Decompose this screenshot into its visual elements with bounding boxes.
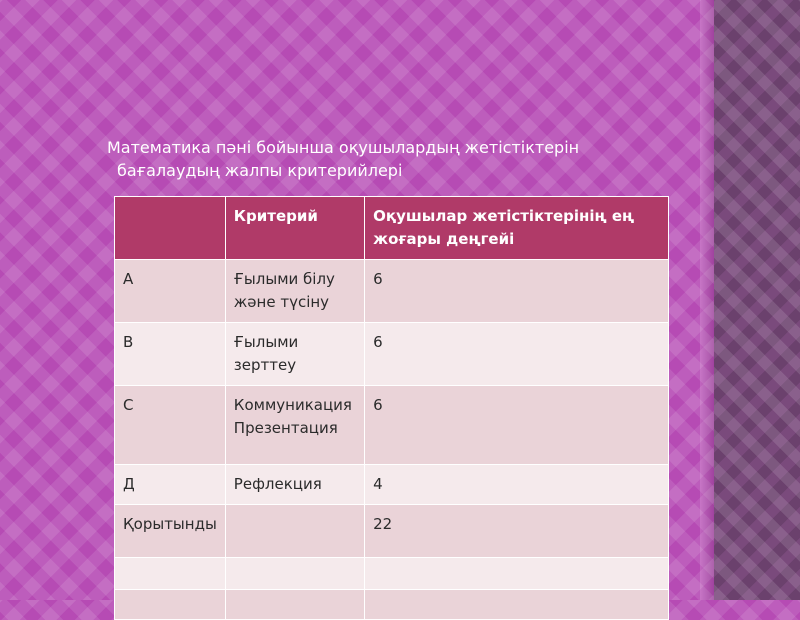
row-score-cell: 22: [365, 505, 669, 558]
row-code-cell: Д: [115, 465, 226, 505]
row-code-cell: [115, 590, 226, 620]
table-row-empty: [115, 558, 669, 590]
row-criterion-cell: Ғылыми зерттеу: [225, 323, 364, 386]
row-score-cell: 6: [365, 323, 669, 386]
header-cell-criterion: Критерий: [225, 197, 364, 260]
criteria-table: [114, 196, 669, 620]
header-cell-blank: [115, 197, 226, 260]
table-row: [115, 260, 669, 323]
decorative-side-strip: [714, 0, 800, 600]
row-criterion-cell: Рефлекция: [225, 465, 364, 505]
row-code-cell: [115, 558, 226, 590]
row-code-cell: B: [115, 323, 226, 386]
row-score-cell: 6: [365, 386, 669, 465]
row-criterion-cell: [225, 558, 364, 590]
title-line-2: бағалаудың жалпы критерийлері: [117, 161, 403, 180]
table-row: [115, 386, 669, 465]
row-code-cell: Қорытынды: [115, 505, 226, 558]
row-score-cell: 4: [365, 465, 669, 505]
row-score-cell: 6: [365, 260, 669, 323]
title-line-1: Математика пәні бойынша оқушылардың жетістіктерін: [107, 138, 580, 157]
table-row: [115, 465, 669, 505]
table-row-total: [115, 505, 669, 558]
row-score-cell: [365, 558, 669, 590]
side-strip-edge: [700, 0, 714, 600]
row-criterion-cell: [225, 505, 364, 558]
table-row-empty: [115, 590, 669, 620]
row-code-cell: C: [115, 386, 226, 465]
row-criterion-cell: [225, 590, 364, 620]
header-cell-max-level: Оқушылар жетістіктерінің ең жоғары деңгейі: [365, 197, 669, 260]
row-criterion-cell: Ғылыми білу және түсіну: [225, 260, 364, 323]
table-row: [115, 323, 669, 386]
row-code-cell: A: [115, 260, 226, 323]
slide-title: [107, 136, 667, 182]
table-header-row: [115, 197, 669, 260]
row-score-cell: [365, 590, 669, 620]
row-criterion-cell: Коммуникация Презентация: [225, 386, 364, 465]
